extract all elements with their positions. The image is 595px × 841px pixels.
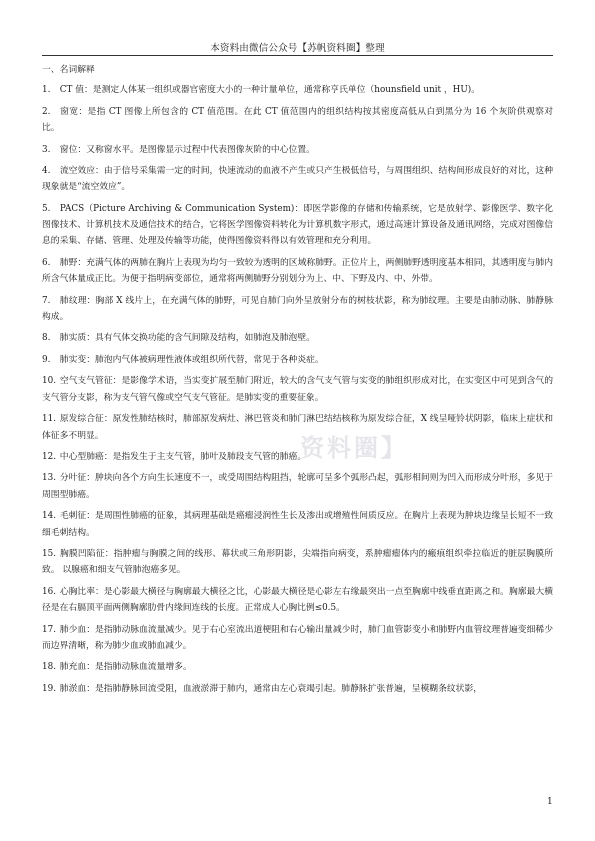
term-entry [42,584,553,617]
entry-number: 2. [42,106,51,117]
term-entry [42,82,553,98]
entry-number: 16. [42,586,56,597]
entry-number: 6. [42,257,51,268]
entry-number: 8. [42,333,51,344]
term-entry [42,373,553,406]
term-entry [42,352,553,368]
term-entry [42,546,553,579]
entry-text: 分叶征：肿块向各个方向生长速度不一，或受周围结构阻挡，轮廓可呈多个弧形凸起，弧形相间则为凹入而形成分叶形，多见于周围型肺癌。 [42,473,553,500]
entry-number: 10. [42,376,56,387]
entry-number: 18. [42,662,56,673]
entry-text: 肺野：充满气体的两肺在胸片上表现为均匀一致较为透明的区域称肺野。正位片上，两侧肺野透明度基本相同，其透明度与肺内所含气体量成正比。为便于指明病变部位，通常将两侧肺野分别划分为上、中、下野及内、中、外带。 [42,257,553,285]
entry-number: 1. [42,85,51,96]
entry-number: 12. [42,452,56,462]
entry-text: 肺实质：具有气体交换功能的含气间隙及结构，如肺泡及肺泡壁。 [59,333,315,344]
entry-number: 11. [42,414,56,425]
watermark: 资料圈】 [300,433,408,462]
term-entry [42,470,553,503]
entry-number: 4. [42,166,51,177]
document-body [42,62,553,702]
entry-text: 肺纹理：胸部 X 线片上，在充满气体的肺野，可见自肺门向外呈放射分布的树枝状影，称为肺纹理。主要是由肺动脉、肺静脉构成。 [42,295,554,322]
term-entry [42,411,553,444]
term-entry [42,449,553,465]
entry-text: 中心型肺癌：是指发生于主支气管，肺叶及肺段支气管的肺癌。 [59,452,307,462]
term-entry [42,659,553,675]
term-entry [42,142,553,158]
term-entry [42,330,553,346]
entry-text: 毛刺征：是周围性肺癌的征象，其病理基础是癌瘤浸润性生长及渗出或增殖性间质反应。在胸片上表现为肿块边缘呈长短不一致细毛刺结构。 [42,511,553,538]
entry-number: 3. [42,144,51,155]
entry-text: 胸膜凹陷征：指肿瘤与胸膜之间的线形、幕状或三角形阴影，尖端指向病变，系肿瘤瘤体内的瘢痕组织牵拉临近的脏层胸膜所致。 以腺癌和细支气管肺泡癌多见。 [42,549,553,576]
term-entry [42,255,553,288]
header-rule [42,55,553,56]
entry-text: 窗宽：是指 CT 图像上所包含的 CT 值范围。在此 CT 值范围内的组织结构按其密度高低从白到黑分为 16 个灰阶供观察对比。 [42,106,553,134]
entry-number: 5. [42,203,51,214]
term-list [42,82,553,697]
entry-text: 心胸比率：是心影最大横径与胸廓最大横径之比，心影最大横径是心影左右缘最突出一点至胸廓中线垂直距离之和。胸廓最大横径是在右膈顶平面两侧胸廓肋骨内缘间连线的长度。正常成人心胸比例≤0.5。 [42,586,553,614]
entry-number: 19. [42,683,56,694]
entry-text: CT 值：是测定人体某一组织或器官密度大小的一种计量单位，通常称亨氏单位（hounsfield unit ，HU)。 [59,85,480,96]
entry-number: 9. [42,354,51,365]
entry-text: PACS（Picture Archiving & Communication System)：即医学影像的存储和传输系统，它是放射学、影像医学、数字化图像技术、计算机技术及通信技术的结合，它将医学图像资料转化为计算机数字形式，通过高速计算设备及通讯网络，完成对图像信息的采集、存储、管理、处理及传输等功能，使得图像资料得以有效管理和充分利用。 [42,203,553,247]
term-entry [42,104,553,137]
page-number: 1 [547,797,553,807]
term-entry [42,163,553,196]
entry-number: 14. [42,511,56,522]
term-entry [42,681,553,697]
term-entry [42,622,553,655]
entry-text: 流空效应：由于信号采集需一定的时间，快速流动的血液不产生或只产生极低信号，与周围组织、结构间形成良好的对比，这种现象就是“流空效应”。 [42,166,553,193]
entry-text: 肺少血：是指肺动脉血流量减少。见于右心室流出道梗阻和右心输出量减少时，肺门血管影变小和肺野内血管纹理普遍变细稀少而边界清晰，称为肺少血或肺血减少。 [42,624,553,651]
term-entry [42,508,553,541]
term-entry [42,293,553,326]
entry-text: 空气支气管征：是影像学术语，当实变扩展至肺门附近，较大的含气支气管与实变的肺组织形成对比，在实变区中可见到含气的支气管分支影，称为支气管气像或空气支气管征。是肺实变的重要征象。 [42,376,553,403]
entry-number: 13. [42,473,56,484]
section-title: 一、名词解释 [42,65,95,75]
term-entry [42,201,553,250]
entry-number: 15. [42,549,56,560]
page-header: 本资料由微信公众号【苏帆资料圈】整理 [210,43,385,54]
entry-number: 17. [42,624,56,635]
entry-text: 肺充血：是指肺动脉血流量增多。 [59,662,192,673]
entry-text: 肺实变：肺泡内气体被病理性液体或组织所代替，常见于各种炎症。 [59,354,324,365]
entry-text: 原发综合征：原发性肺结核时，肺部原发病灶、淋巴管炎和肺门淋巴结结核称为原发综合征，X 线呈哑铃状阴影，临床上症状和体征多不明显。 [42,414,554,441]
entry-text: 窗位：又称窗水平。是图像显示过程中代表图像灰阶的中心位置。 [59,144,315,155]
entry-text: 肺淤血：是指肺静脉回流受阻，血液淤滞于肺内，通常由左心衰竭引起。肺静脉扩张普遍，呈模糊条纹状影， [59,683,483,694]
entry-number: 7. [42,295,51,306]
